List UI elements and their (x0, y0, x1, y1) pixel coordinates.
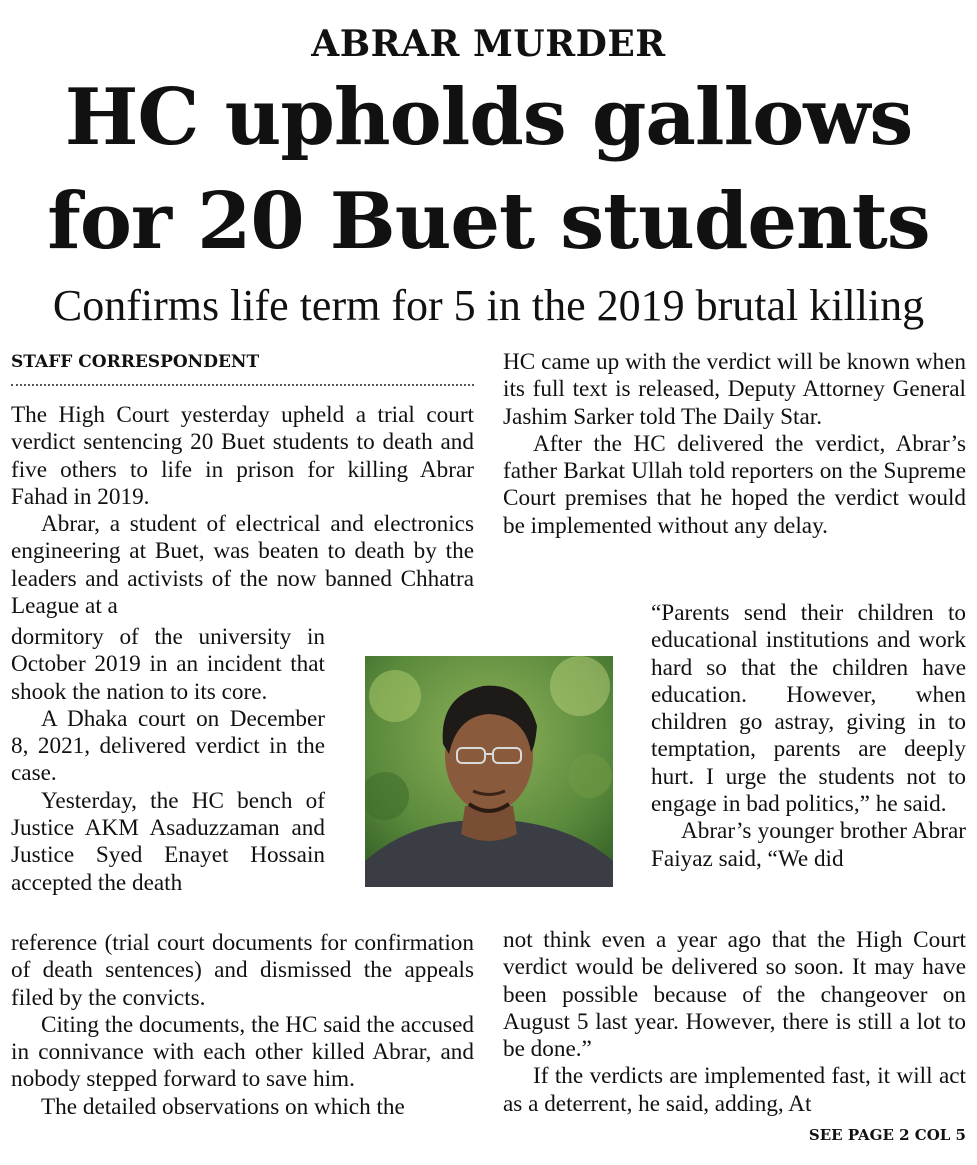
paragraph-6-end: HC came up with the verdict will be known when its full text is released, Deputy Attorney General Jashim Sarker told The Daily Star. (503, 349, 966, 430)
paragraph-6-start: The detailed observations on which the (41, 1093, 405, 1120)
paragraph-2-start: Abrar, a student of electrical and electronics engineering at Buet, was beaten to death by the leaders and activists of the now banned Chhatra League at a (11, 511, 474, 620)
column-1-top (11, 402, 474, 620)
abrar-fahad-photo (365, 656, 613, 887)
paragraph-1: The High Court yesterday upheld a trial court verdict sentencing 20 Buet students to death and five others to life in prison for killing Abrar Fahad in 2019. (11, 402, 474, 510)
paragraph-7: After the HC delivered the verdict, Abrar’s father Barkat Ullah told reporters on the Supreme Court premises that he hoped the verdict would be implemented without any delay. (503, 430, 966, 539)
kicker: ABRAR MURDER (311, 23, 666, 65)
paragraph-5: Citing the documents, the HC said the accused in connivance with each other killed Abrar, and nobody stepped forward to save him. (11, 1011, 474, 1093)
continued-on-page: SEE PAGE 2 COL 5 (808, 1126, 966, 1144)
byline-divider (11, 384, 474, 386)
paragraph-10: If the verdicts are implemented fast, it will act as a deterrent, he said, adding, At (503, 1063, 966, 1117)
deck-subheadline: Confirms life term for 5 in the 2019 brutal killing (52, 281, 925, 330)
paragraph-8-quote: “Parents send their children to educational institutions and work hard so that the children have education. However, when children go astray, giving in to temptation, parents are deeply hurt. I urge the students not to engage in bad politics,” he said. (651, 600, 966, 818)
column-1-wrap (11, 624, 325, 897)
paragraph-3: A Dhaka court on December 8, 2021, delivered verdict in the case. (11, 705, 325, 787)
paragraph-9-start: Abrar’s younger brother Abrar Faiyaz said, “We did (651, 818, 966, 872)
paragraph-9-end: not think even a year ago that the High Court verdict would be delivered so soon. It may have been possible because of the changeover on August 5 last year. However, there is still a lot to be done.” (503, 927, 966, 1063)
headline-line-2: for 20 Buet students (47, 176, 930, 267)
headline-line-1: HC upholds gallows (64, 72, 913, 163)
column-1-bottom (11, 930, 474, 1121)
paragraph-2-end: dormitory of the university in October 2019 in an incident that shook the nation to its core. (11, 624, 325, 705)
column-2-wrap (651, 600, 966, 873)
column-2-bottom (503, 927, 966, 1118)
paragraph-4-end: reference (trial court documents for confirmation of death sentences) and dismissed the appeals filed by the convicts. (11, 930, 474, 1011)
paragraph-4-start: Yesterday, the HC bench of Justice AKM Asaduzzaman and Justice Syed Enayet Hossain accepted the death (11, 787, 325, 896)
column-2-top (503, 349, 966, 540)
byline: STAFF CORRESPONDENT (11, 352, 260, 372)
